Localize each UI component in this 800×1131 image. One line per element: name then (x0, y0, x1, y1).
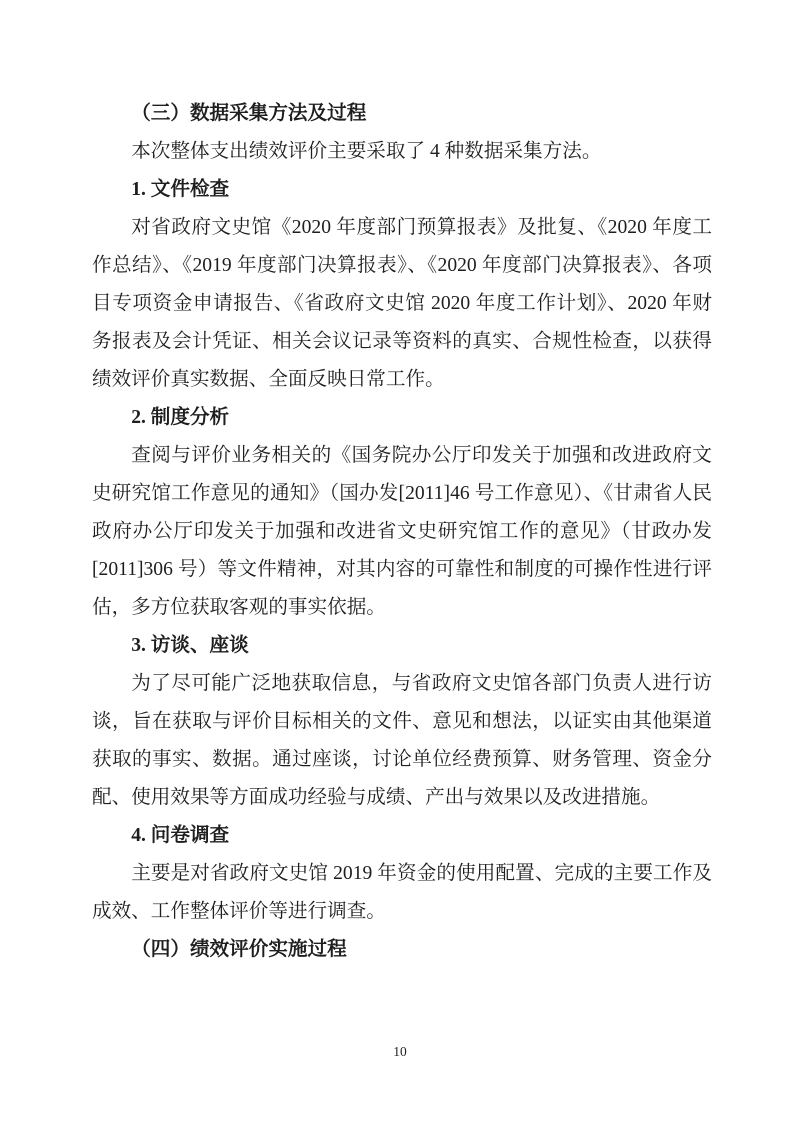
body-paragraph: 查阅与评价业务相关的《国务院办公厅印发关于加强和改进政府文史研究馆工作意见的通知》（国办发[2011]46 号工作意见）、《甘肃省人民政府办公厅印发关于加强和改进省文史研究馆工作的意见》（甘政办发[2011]306 号）等文件精神，对其内容的可靠性和制度的可操作性进行评估，多方位获取客观的事实依据。 (92, 445, 712, 618)
section-heading: （三）数据采集方法及过程 (131, 103, 367, 124)
section-heading: 1. 文件检查 (131, 179, 230, 200)
body-paragraph: 主要是对省政府文史馆 2019 年资金的使用配置、完成的主要工作及成效、工作整体评价等进行调查。 (92, 863, 712, 922)
body-paragraph: 对省政府文史馆《2020 年度部门预算报表》及批复、《2020 年度工作总结》、《2019 年度部门决算报表》、《2020 年度部门决算报表》、各项目专项资金申请报告、《省政府文史馆 2020 年度工作计划》、2020 年财务报表及会计凭证、相关会议记录等资料的真实、合规性检查，以获得绩效评价真实数据、全面反映日常工作。 (92, 217, 712, 390)
page-number: 10 (393, 1044, 407, 1059)
section-heading: （四）绩效评价实施过程 (131, 939, 347, 960)
body-paragraph: 本次整体支出绩效评价主要采取了 4 种数据采集方法。 (131, 141, 602, 162)
section-heading: 3. 访谈、座谈 (131, 635, 249, 656)
section-heading: 2. 制度分析 (131, 407, 230, 428)
section-heading: 4. 问卷调查 (131, 825, 230, 846)
document-body (92, 95, 712, 969)
body-paragraph: 为了尽可能广泛地获取信息，与省政府文史馆各部门负责人进行访谈，旨在获取与评价目标相关的文件、意见和想法，以证实由其他渠道获取的事实、数据。通过座谈，讨论单位经费预算、财务管理、资金分配、使用效果等方面成功经验与成绩、产出与效果以及改进措施。 (92, 673, 712, 808)
